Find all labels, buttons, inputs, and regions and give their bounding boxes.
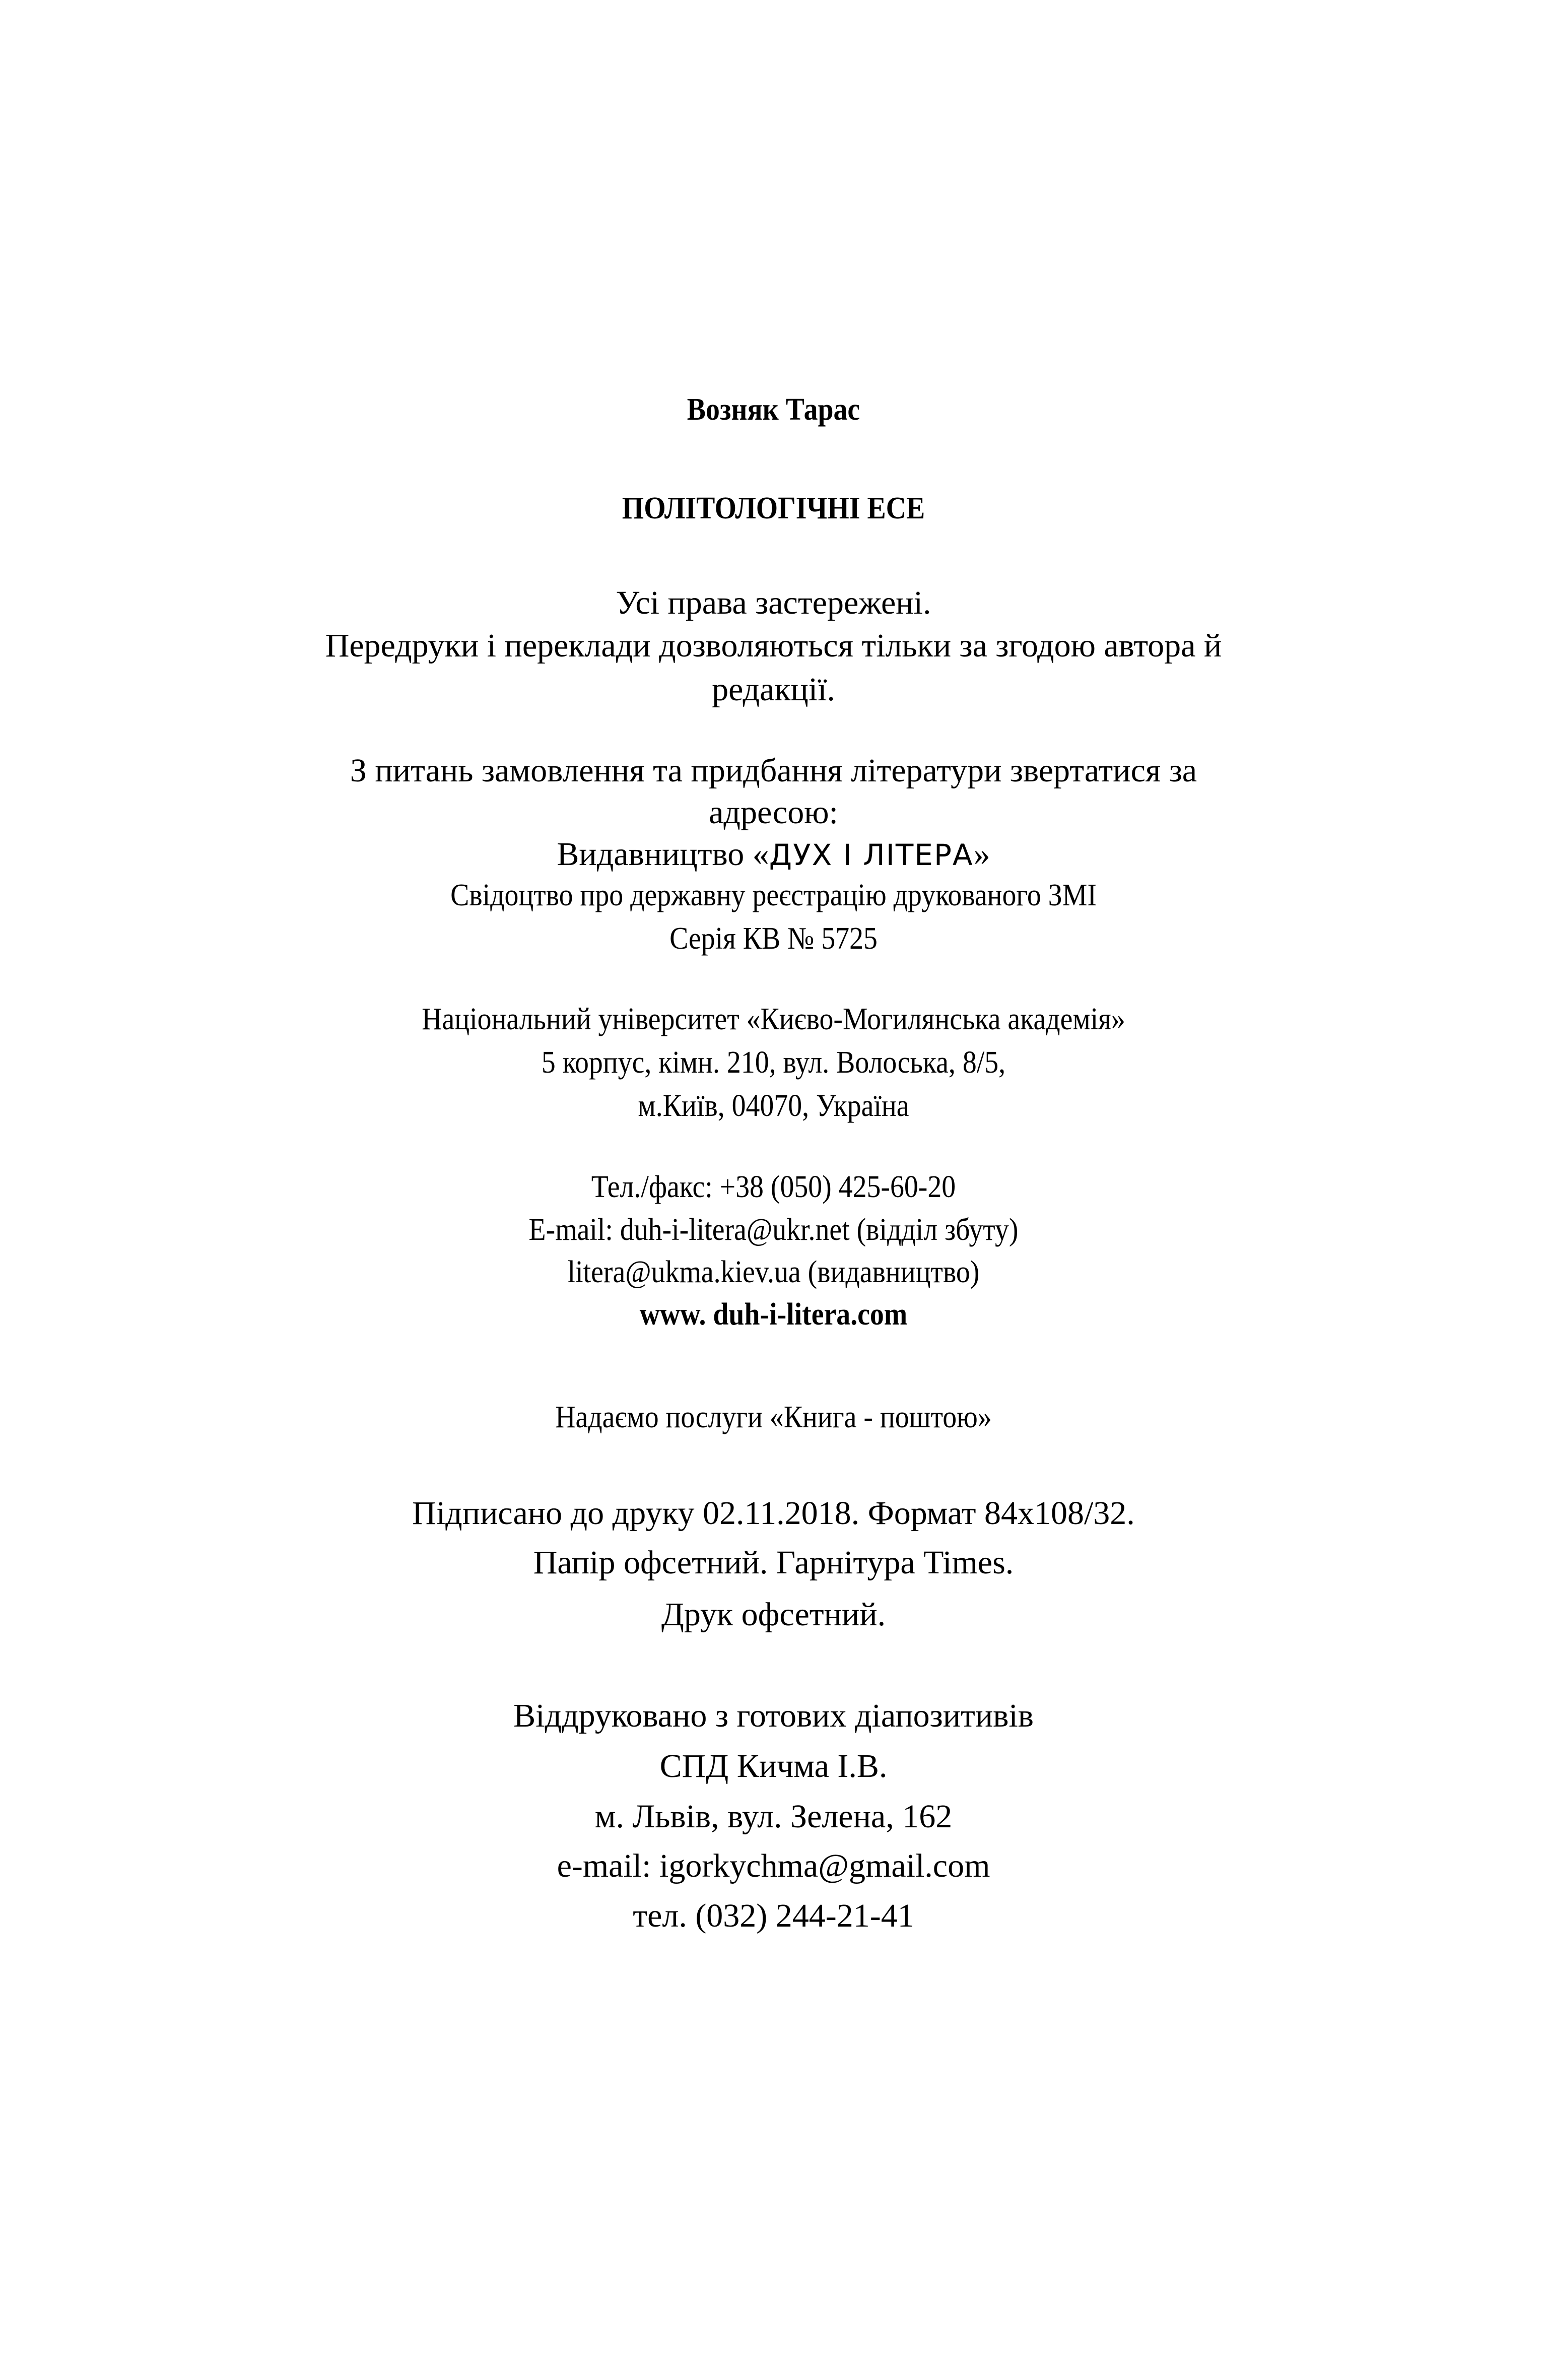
university-name: Національний університет «Києво-Могилянська академія» [422,1002,1125,1036]
rights-line-2: Передруки і переклади дозволяються тільки за згодою автора й [325,627,1222,664]
phone-fax: Тел./факс: +38 (050) 425-60-20 [591,1170,956,1204]
publisher-email: litera@ukma.kiev.ua (видавництво) [567,1255,980,1289]
printer-phone: тел. (032) 244-21-41 [633,1897,914,1934]
publisher-line [0,838,1547,871]
paper-typeface: Папір офсетний. Гарнітура Times. [533,1544,1014,1581]
mail-order-service: Надаємо послуги «Книга - поштою» [555,1400,992,1434]
signed-to-print: Підписано до друку 02.11.2018. Формат 84х108/32. [412,1495,1135,1532]
website-link: www. duh-i-litera.com [639,1297,908,1332]
printer-name: СПД Кичма І.В. [659,1748,888,1784]
print-method: Друк офсетний. [661,1596,886,1633]
ordering-line-1: З питань замовлення та придбання літератури звертатися за [350,752,1197,789]
publisher-prefix: Видавництво « [557,836,769,873]
printer-address: м. Львів, вул. Зелена, 162 [594,1798,953,1835]
ordering-line-2: адресою: [709,794,838,831]
city-address: м.Київ, 04070, Україна [638,1089,909,1123]
publisher-suffix: » [973,836,990,873]
publisher-logo: ДУХ І ЛІТЕРА [769,838,974,872]
sales-email: E-mail: duh-i-litera@ukr.net (відділ збуту) [528,1213,1019,1247]
author-name: Возняк Тарас [687,392,860,427]
book-title: ПОЛІТОЛОГІЧНІ ЕСЕ [622,491,925,525]
printer-line: Віддруковано з готових діапозитивів [513,1697,1034,1734]
registration-certificate: Свідоцтво про державну реєстрацію друкованого ЗМІ [450,878,1097,912]
rights-line-3: редакції. [712,671,835,708]
rights-line-1: Усі права застережені. [616,584,931,621]
certificate-series: Серія КВ № 5725 [669,921,878,956]
street-address: 5 корпус, кімн. 210, вул. Волоська, 8/5, [541,1045,1006,1080]
printer-email: e-mail: igorkychma@gmail.com [557,1847,990,1884]
